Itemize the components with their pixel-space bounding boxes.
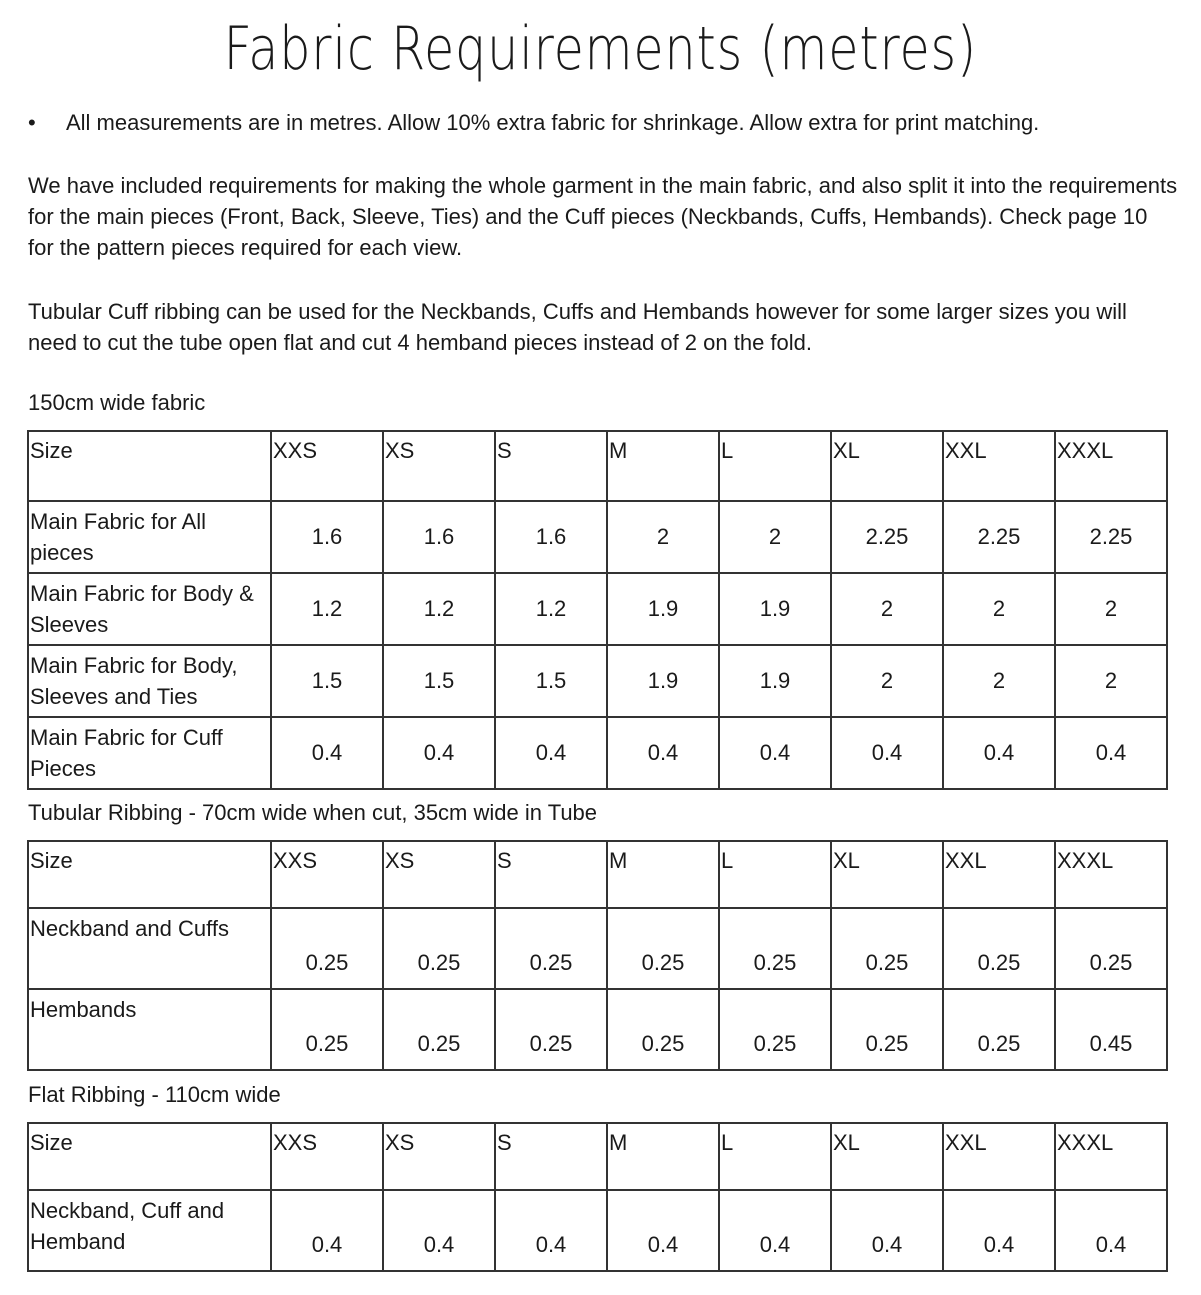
cell-value: 0.25 bbox=[271, 989, 383, 1070]
row-label: Main Fabric for All pieces bbox=[28, 501, 271, 573]
header-size-s: S bbox=[495, 1123, 607, 1190]
flat-ribbing-table bbox=[27, 1122, 1168, 1272]
cell-value: 0.25 bbox=[831, 989, 943, 1070]
table-row bbox=[28, 501, 1167, 573]
intro-paragraph: We have included requirements for making the whole garment in the main fabric, and also split it into the requirements for the main pieces (Front, Back, Sleeve, Ties) and the Cuff pieces (Neckbands, Cuffs, Hembands). Check page 10 for the pattern pieces required for each view. bbox=[28, 173, 1178, 260]
header-size-xxxl: XXXL bbox=[1055, 841, 1167, 908]
cell-value: 0.25 bbox=[271, 908, 383, 989]
row-label: Hembands bbox=[28, 989, 271, 1070]
header-size-xs: XS bbox=[383, 431, 495, 501]
header-size-xxs: XXS bbox=[271, 841, 383, 908]
table-header-row bbox=[28, 431, 1167, 501]
cell-value: 0.25 bbox=[943, 989, 1055, 1070]
cell-value: 0.4 bbox=[943, 717, 1055, 789]
table-header-row bbox=[28, 1123, 1167, 1190]
cell-value: 0.4 bbox=[1055, 1190, 1167, 1271]
cell-value: 0.45 bbox=[1055, 989, 1167, 1070]
row-label: Main Fabric for Body, Sleeves and Ties bbox=[28, 645, 271, 717]
cell-value: 0.25 bbox=[383, 989, 495, 1070]
tubular-ribbing-table bbox=[27, 840, 1168, 1071]
header-size-label: Size bbox=[28, 841, 271, 908]
cell-value: 1.9 bbox=[719, 573, 831, 645]
cell-value: 1.9 bbox=[607, 573, 719, 645]
table-row bbox=[28, 989, 1167, 1070]
row-label: Main Fabric for Body & Sleeves bbox=[28, 573, 271, 645]
cell-value: 0.25 bbox=[607, 989, 719, 1070]
cell-value: 1.9 bbox=[607, 645, 719, 717]
header-size-xs: XS bbox=[383, 1123, 495, 1190]
cell-value: 0.4 bbox=[607, 717, 719, 789]
cell-value: 0.25 bbox=[495, 908, 607, 989]
page-title-text: Fabric Requirements (metres) bbox=[223, 14, 978, 84]
cell-value: 1.5 bbox=[495, 645, 607, 717]
cell-value: 0.25 bbox=[943, 908, 1055, 989]
cell-value: 0.4 bbox=[495, 1190, 607, 1271]
ribbing-paragraph: Tubular Cuff ribbing can be used for the Neckbands, Cuffs and Hembands however for some larger sizes you will need to cut the tube open flat and cut 4 hemband pieces instead of 2 on the fold. bbox=[28, 299, 1127, 355]
header-size-xl: XL bbox=[831, 431, 943, 501]
header-size-xxs: XXS bbox=[271, 431, 383, 501]
cell-value: 0.25 bbox=[1055, 908, 1167, 989]
header-size-l: L bbox=[719, 1123, 831, 1190]
cell-value: 2 bbox=[943, 573, 1055, 645]
cell-value: 0.25 bbox=[607, 908, 719, 989]
cell-value: 2.25 bbox=[1055, 501, 1167, 573]
header-size-label: Size bbox=[28, 431, 271, 501]
cell-value: 0.4 bbox=[383, 717, 495, 789]
cell-value: 1.6 bbox=[271, 501, 383, 573]
header-size-s: S bbox=[495, 431, 607, 501]
cell-value: 0.25 bbox=[383, 908, 495, 989]
cell-value: 2 bbox=[943, 645, 1055, 717]
cell-value: 1.5 bbox=[383, 645, 495, 717]
row-label: Neckband, Cuff and Hemband bbox=[28, 1190, 271, 1271]
header-size-label: Size bbox=[28, 1123, 271, 1190]
fabric-150cm-table bbox=[27, 430, 1168, 790]
cell-value: 2.25 bbox=[831, 501, 943, 573]
cell-value: 0.25 bbox=[719, 908, 831, 989]
bullet-dot-icon: • bbox=[28, 110, 36, 135]
cell-value: 0.4 bbox=[831, 1190, 943, 1271]
table-caption-tubular: Tubular Ribbing - 70cm wide when cut, 35cm wide in Tube bbox=[28, 800, 598, 825]
header-size-l: L bbox=[719, 431, 831, 501]
row-label: Main Fabric for Cuff Pieces bbox=[28, 717, 271, 789]
header-size-xl: XL bbox=[831, 1123, 943, 1190]
cell-value: 0.4 bbox=[607, 1190, 719, 1271]
cell-value: 0.4 bbox=[943, 1190, 1055, 1271]
cell-value: 0.4 bbox=[271, 717, 383, 789]
cell-value: 1.2 bbox=[495, 573, 607, 645]
cell-value: 1.9 bbox=[719, 645, 831, 717]
header-size-l: L bbox=[719, 841, 831, 908]
table-caption-150cm: 150cm wide fabric bbox=[28, 390, 206, 415]
table-caption-flat: Flat Ribbing - 110cm wide bbox=[28, 1082, 281, 1107]
header-size-xxl: XXL bbox=[943, 841, 1055, 908]
header-size-m: M bbox=[607, 431, 719, 501]
cell-value: 2.25 bbox=[943, 501, 1055, 573]
header-size-m: M bbox=[607, 841, 719, 908]
cell-value: 2 bbox=[1055, 645, 1167, 717]
cell-value: 1.2 bbox=[271, 573, 383, 645]
cell-value: 0.4 bbox=[495, 717, 607, 789]
cell-value: 0.4 bbox=[719, 1190, 831, 1271]
cell-value: 0.4 bbox=[1055, 717, 1167, 789]
header-size-xxl: XXL bbox=[943, 431, 1055, 501]
table-row bbox=[28, 908, 1167, 989]
cell-value: 1.6 bbox=[495, 501, 607, 573]
table-row bbox=[28, 573, 1167, 645]
cell-value: 0.25 bbox=[495, 989, 607, 1070]
table-row bbox=[28, 717, 1167, 789]
header-size-xs: XS bbox=[383, 841, 495, 908]
table-header-row bbox=[28, 841, 1167, 908]
cell-value: 0.25 bbox=[831, 908, 943, 989]
header-size-xxl: XXL bbox=[943, 1123, 1055, 1190]
header-size-m: M bbox=[607, 1123, 719, 1190]
cell-value: 1.2 bbox=[383, 573, 495, 645]
cell-value: 2 bbox=[607, 501, 719, 573]
cell-value: 0.4 bbox=[719, 717, 831, 789]
cell-value: 0.4 bbox=[271, 1190, 383, 1271]
cell-value: 0.25 bbox=[719, 989, 831, 1070]
cell-value: 0.4 bbox=[383, 1190, 495, 1271]
cell-value: 2 bbox=[831, 645, 943, 717]
header-size-xxxl: XXXL bbox=[1055, 431, 1167, 501]
header-size-xl: XL bbox=[831, 841, 943, 908]
header-size-xxxl: XXXL bbox=[1055, 1123, 1167, 1190]
header-size-xxs: XXS bbox=[271, 1123, 383, 1190]
header-size-s: S bbox=[495, 841, 607, 908]
cell-value: 2 bbox=[719, 501, 831, 573]
table-row bbox=[28, 645, 1167, 717]
page-title bbox=[0, 14, 1201, 84]
cell-value: 2 bbox=[1055, 573, 1167, 645]
table-row bbox=[28, 1190, 1167, 1271]
cell-value: 1.5 bbox=[271, 645, 383, 717]
row-label: Neckband and Cuffs bbox=[28, 908, 271, 989]
cell-value: 1.6 bbox=[383, 501, 495, 573]
cell-value: 2 bbox=[831, 573, 943, 645]
cell-value: 0.4 bbox=[831, 717, 943, 789]
bullet-text: All measurements are in metres. Allow 10% extra fabric for shrinkage. Allow extra for print matching. bbox=[66, 110, 1040, 135]
